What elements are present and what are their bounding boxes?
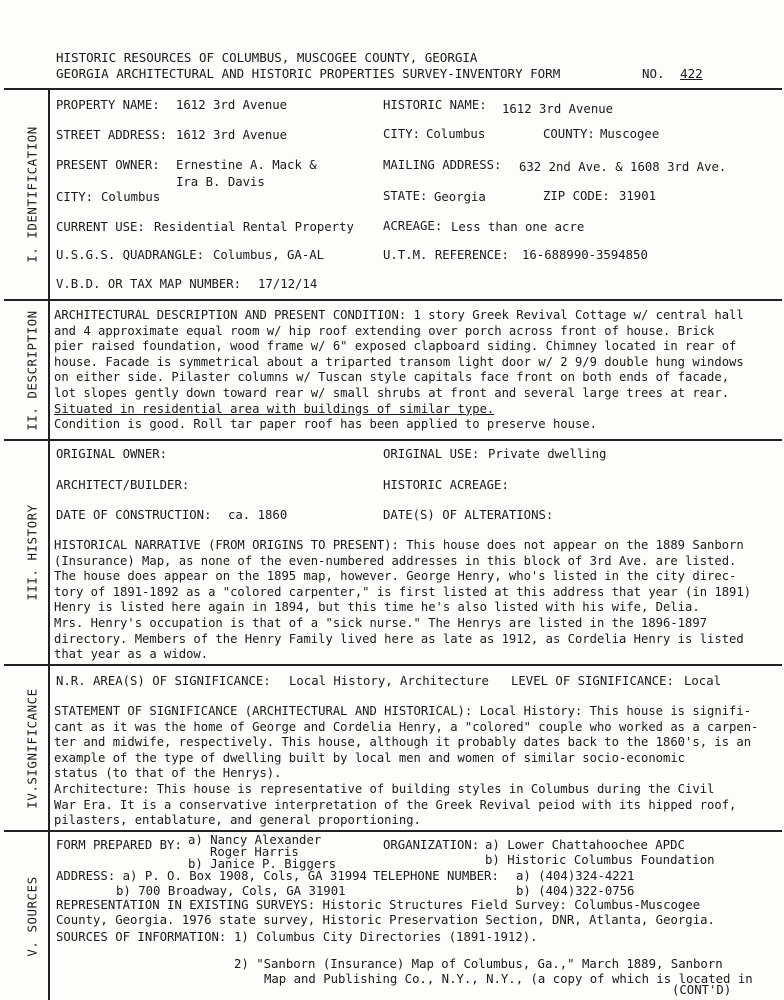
present-owner-label: PRESENT OWNER: xyxy=(56,158,160,172)
original-owner-label: ORIGINAL OWNER: xyxy=(56,447,168,461)
utm-reference-value: 16-688990-3594850 xyxy=(522,248,648,262)
section-label-significance: IV.SIGNIFICANCE xyxy=(24,687,40,809)
original-use-value: Private dwelling xyxy=(488,447,607,461)
zip-code-value: 31901 xyxy=(619,189,657,203)
utm-reference-label: U.T.M. REFERENCE: xyxy=(383,248,509,262)
architect-builder-label: ARCHITECT/BUILDER: xyxy=(56,478,190,492)
telephone-b: b) (404)322-0756 xyxy=(516,884,635,898)
usgs-quadrangle-value: Columbus, GA-AL xyxy=(213,248,325,262)
address-a: ADDRESS: a) P. O. Box 1908, Cols, GA 31994 xyxy=(56,869,367,883)
divider-4 xyxy=(4,830,782,832)
sources-of-information-label: SOURCES OF INFORMATION: xyxy=(56,930,227,944)
telephone-label: TELEPHONE NUMBER: xyxy=(373,869,499,883)
current-use-label: CURRENT USE: xyxy=(56,220,145,234)
city-label: CITY: xyxy=(383,127,421,141)
acreage-value: Less than one acre xyxy=(451,220,585,234)
mailing-address-label: MAILING ADDRESS: xyxy=(383,158,502,172)
historic-acreage-label: HISTORIC ACREAGE: xyxy=(383,478,509,492)
organization-a: a) Lower Chattahoochee APDC xyxy=(485,838,685,852)
divider-3 xyxy=(4,664,782,666)
organization-b: b) Historic Columbus Foundation xyxy=(485,853,715,867)
form-number-value: 422 xyxy=(680,66,703,81)
state-value: Georgia xyxy=(434,190,486,204)
frame-divider xyxy=(48,88,50,1000)
continued-note: (CONT'D) xyxy=(672,983,732,997)
prepared-by-a2: Roger Harris xyxy=(210,845,299,859)
form-number xyxy=(642,66,703,81)
form-prepared-by-label: FORM PREPARED BY: xyxy=(56,838,182,852)
source-2a: 2) "Sanborn (Insurance) Map of Columbus, Ga.," March 1889, Sanborn xyxy=(234,957,723,971)
historic-name-value: 1612 3rd Avenue xyxy=(502,102,614,116)
area-of-significance-label: N.R. AREA(S) OF SIGNIFICANCE: xyxy=(56,674,271,688)
acreage-label: ACREAGE: xyxy=(383,219,443,233)
level-of-significance-label: LEVEL OF SIGNIFICANCE: xyxy=(511,674,674,688)
address-b: b) 700 Broadway, Cols, GA 31901 xyxy=(116,884,346,898)
mailing-address-value: 632 2nd Ave. & 1608 3rd Ave. xyxy=(519,160,727,174)
divider-1 xyxy=(4,299,782,301)
street-address-value: 1612 3rd Avenue xyxy=(176,128,288,142)
frame-top xyxy=(4,88,782,90)
level-of-significance-value: Local xyxy=(684,674,722,688)
form-title-1: HISTORIC RESOURCES OF COLUMBUS, MUSCOGEE COUNTY, GEORGIA xyxy=(56,50,478,65)
architectural-description: ARCHITECTURAL DESCRIPTION AND PRESENT CONDITION: 1 story Greek Revival Cottage w/ central hall and 4 approximate equal room w/ hip roof extending over porch across front of house. Brick pier raised foundation, wood frame w/ 6" exposed clapboard siding. Chimney located in rear of house. Facade is symmetrical about a triparted transom light door w/ 2 9/9 double hung windows on either side. Pilaster columns w/ Tuscan style capitals face front on both ends of facade, lot slopes gently down toward rear w/ small shrubs at front and several large trees at rear. Situated in residential area with buildings of similar type. Condition is good. Roll tar paper roof has been applied to preserve house. xyxy=(54,308,744,432)
source-1: 1) Columbus City Directories (1891-1912). xyxy=(234,930,538,944)
section-label-description: II. DESCRIPTION xyxy=(24,309,40,431)
date-of-alterations-label: DATE(S) OF ALTERATIONS: xyxy=(383,508,554,522)
section-label-sources: V. SOURCES xyxy=(24,875,40,957)
original-use-label: ORIGINAL USE: xyxy=(383,447,480,461)
divider-2 xyxy=(4,439,782,441)
property-name-value: 1612 3rd Avenue xyxy=(176,98,288,112)
section-label-history: III. HISTORY xyxy=(24,504,40,601)
present-owner-value-1: Ernestine A. Mack & xyxy=(176,158,317,172)
source-2b: Map and Publishing Co., N.Y., N.Y., (a copy of which is located in xyxy=(264,972,753,986)
form-number-label: NO. xyxy=(642,66,665,81)
prepared-by-b: b) Janice P. Biggers xyxy=(188,857,337,871)
usgs-quadrangle-label: U.S.G.S. QUADRANGLE: xyxy=(56,248,205,262)
date-of-construction-label: DATE OF CONSTRUCTION: xyxy=(56,508,212,522)
date-of-construction-value: ca. 1860 xyxy=(228,508,288,522)
city2-label: CITY: xyxy=(56,190,94,204)
existing-surveys-line-2: County, Georgia. 1976 state survey, Historic Preservation Section, DNR, Atlanta, Georgia. xyxy=(56,913,715,927)
area-of-significance-value: Local History, Architecture xyxy=(289,674,489,688)
statement-of-significance: STATEMENT OF SIGNIFICANCE (ARCHITECTURAL AND HISTORICAL): Local History: This house is signifi- cant as it was the home of George and Cordelia Henry, a "colored" couple who worked as a carpen- ter and midwife, respectively. This house, although it probably dates back to the 1860's, is an example of the type of dwelling built by local men and women of similar socio-economic status (to that of the Henrys). Architecture: This house is representative of building styles in Columbus during the Civil War Era. It is a conservative interpretation of the Greek Revival peiod with its hipped roof, pilasters, entablature, and general proportioning. xyxy=(54,704,759,828)
zip-code-label: ZIP CODE: xyxy=(543,189,610,203)
state-label: STATE: xyxy=(383,189,428,203)
historical-narrative: HISTORICAL NARRATIVE (FROM ORIGINS TO PRESENT): This house does not appear on the 1889 Sanborn (Insurance) Map, as none of the even-numbered addresses in this block of 3rd Ave. are listed. The house does appear on the 1895 map, however. George Henry, who's listed in the city direc- tory of 1891-1892 as a "colored carpenter," is first listed at this address that year (in 1891) Henry is listed here again in 1894, but this time he's also listed with his wife, Delia. Mrs. Henry's occupation is that of a "sick nurse." The Henrys are listed in the 1896-1897 directory. Members of the Henry Family lived here as late as 1912, as Cordelia Henry is listed that year as a widow. xyxy=(54,538,752,662)
historic-name-label: HISTORIC NAME: xyxy=(383,98,487,112)
existing-surveys-line-1: REPRESENTATION IN EXISTING SURVEYS: Historic Structures Field Survey: Columbus-Muscogee xyxy=(56,898,701,912)
tax-map-label: V.B.D. OR TAX MAP NUMBER: xyxy=(56,277,242,291)
tax-map-value: 17/12/14 xyxy=(258,277,318,291)
present-owner-value-2: Ira B. Davis xyxy=(176,175,265,189)
county-value: Muscogee xyxy=(600,127,660,141)
current-use-value: Residential Rental Property xyxy=(154,220,354,234)
street-address-label: STREET ADDRESS: xyxy=(56,128,168,142)
telephone-a: a) (404)324-4221 xyxy=(516,869,635,883)
county-label: COUNTY: xyxy=(543,127,595,141)
organization-label: ORGANIZATION: xyxy=(383,838,480,852)
city-value: Columbus xyxy=(426,127,486,141)
form-title-2: GEORGIA ARCHITECTURAL AND HISTORIC PROPERTIES SURVEY-INVENTORY FORM xyxy=(56,66,561,81)
city2-value: Columbus xyxy=(101,190,161,204)
property-name-label: PROPERTY NAME: xyxy=(56,98,160,112)
prepared-by-a1: a) Nancy Alexander xyxy=(188,833,322,847)
section-label-identification: I. IDENTIFICATION xyxy=(24,126,40,263)
